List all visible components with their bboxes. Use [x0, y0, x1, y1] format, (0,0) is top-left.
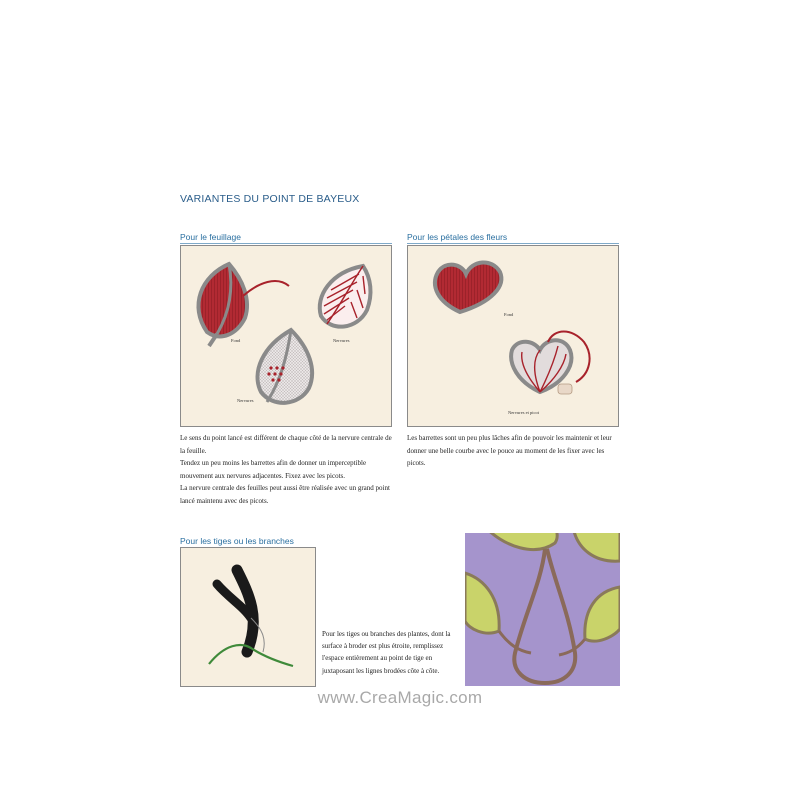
- stems-drawing: [181, 548, 315, 686]
- petals-drawing: [408, 246, 618, 426]
- foliage-paragraph: Tendez un peu moins les barrettes afin de donner un imperceptible mouvement aux nervures adjacentes. Fixez avec les picots.: [180, 459, 367, 480]
- petal-heart-fond: [435, 262, 514, 317]
- petal-veined: [508, 332, 590, 416]
- leaf-nervures-grid: [237, 330, 312, 403]
- foliage-text: [180, 432, 394, 508]
- page-title: VARIANTES DU POINT DE BAYEUX: [180, 193, 360, 205]
- leaf-fond-red: [198, 264, 289, 346]
- petals-paragraph: Les barrettes sont un peu plus lâches afin de pouvoir les maintenir et leur donner une belle courbe avec le pouce au moment de les fixer avec les picots.: [407, 434, 612, 468]
- caption-nervures-2: Nervures: [237, 398, 254, 403]
- foliage-paragraph: La nervure centrale des feuilles peut aussi être réalisée avec un grand point lancé maintenu avec des picots.: [180, 484, 390, 505]
- watermark: www.CreaMagic.com: [317, 688, 483, 707]
- embroidery-photo: [465, 533, 620, 686]
- section-title-stems: Pour les tiges ou les branches: [180, 536, 316, 546]
- leaf-nervures-veined: [320, 266, 371, 343]
- petals-illustration: [407, 245, 619, 427]
- petals-text: [407, 432, 621, 470]
- foliage-leaves-drawing: [181, 246, 391, 426]
- caption-petal-fond: Fond: [504, 312, 514, 317]
- branch-black: [217, 570, 253, 652]
- foliage-paragraph: Le sens du point lancé est différent de chaque côté de la nervure centrale de la feuille.: [180, 434, 392, 455]
- section-title-foliage: Pour le feuillage: [180, 232, 392, 242]
- embroidery-photo-drawing: [465, 533, 620, 686]
- stems-text: [322, 628, 458, 677]
- caption-petal-nervures: Nervures et picot: [508, 410, 539, 415]
- stems-paragraph: Pour les tiges ou branches des plantes, dont la surface à broder est plus étroite, remplissez l'espace entièrement au point de tige en juxtaposant les lignes brodées côte à côte.: [322, 630, 451, 675]
- foliage-illustration: [180, 245, 392, 427]
- caption-fond-1: Fond: [231, 338, 241, 343]
- stems-illustration: [180, 547, 316, 687]
- section-title-petals: Pour les pétales des fleurs: [407, 232, 619, 242]
- caption-nervures-1: Nervures: [333, 338, 350, 343]
